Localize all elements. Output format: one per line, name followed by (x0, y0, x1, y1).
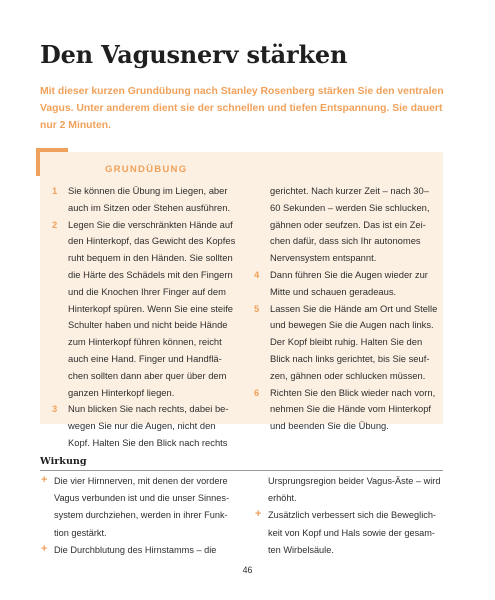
intro-line: Vagus. Unter anderem dient sie der schnellen und tiefen Entspannung. Sie dauert (40, 103, 443, 114)
effect-line (40, 473, 250, 490)
line-text: zum Hinterkopf führen können, reicht (68, 336, 222, 348)
line-text: Ursprungsregion beider Vagus-Äste – wird (268, 476, 441, 486)
effect-section-title: Wirkung (40, 456, 87, 467)
intro-paragraph (40, 83, 460, 134)
exercise-line (52, 233, 247, 250)
line-text: wegen Sie nur die Augen, nicht den (68, 420, 216, 432)
plus-bullet-icon: + (255, 508, 262, 521)
exercise-line (254, 301, 439, 318)
plus-bullet-icon: + (41, 542, 48, 555)
exercise-line (52, 250, 247, 267)
line-text: Lassen Sie die Hände am Ort und Stelle (270, 302, 438, 314)
exercise-line (52, 334, 247, 351)
exercise-line (52, 317, 247, 334)
line-text: Mitte und schauen geradeaus. (270, 285, 397, 297)
intro-line: nur 2 Minuten. (40, 120, 111, 131)
exercise-line (254, 217, 439, 234)
exercise-line (254, 368, 439, 385)
exercise-line (254, 183, 439, 200)
line-text: Schulter haben und nicht beide Hände (68, 319, 228, 331)
effect-line (254, 542, 454, 559)
exercise-line (254, 317, 439, 334)
line-text: Zusätzlich verbessert sich die Beweglich- (268, 510, 436, 521)
line-text: Die vier Hirnnerven, mit denen der vordere (54, 476, 228, 486)
effect-line (40, 525, 250, 542)
line-text: keit von Kopf und Hals sowie der gesam- (268, 527, 435, 538)
effect-column-right (254, 473, 454, 559)
line-text: Sie können die Übung im Liegen, aber (68, 185, 228, 196)
line-text: gerichtet. Nach kurzer Zeit – nach 30– (270, 185, 429, 196)
section-divider (40, 470, 443, 471)
line-text: Die Durchblutung des Hirnstamms – die (54, 544, 217, 555)
line-text: ten Wirbelsäule. (268, 544, 334, 555)
page-title: Den Vagusnerv stärken (40, 40, 348, 69)
line-text: ruht bequem in den Händen. Sie sollten (68, 252, 233, 264)
step-number: 1 (52, 185, 58, 196)
line-text: nehmen Sie die Hände vom Hinterkopf (270, 403, 432, 415)
exercise-line (254, 401, 439, 418)
line-text: Richten Sie den Blick wieder nach vorn, (270, 386, 436, 398)
effect-line (254, 490, 454, 507)
effect-line (40, 542, 250, 559)
exercise-line (52, 183, 247, 200)
step-number: 2 (52, 218, 58, 230)
exercise-line (52, 368, 247, 385)
line-text: Der Kopf bleibt ruhig. Halten Sie den (270, 336, 423, 348)
line-text: Kopf. Halten Sie den Blick nach rechts (68, 436, 228, 448)
step-number: 3 (52, 403, 58, 415)
line-text: auch eine Hand. Finger und Handflä- (68, 352, 222, 364)
line-text: Dann führen Sie die Augen wieder zur (270, 268, 428, 280)
step-number: 4 (254, 268, 260, 280)
intro-line: Mit dieser kurzen Grundübung nach Stanley Rosenberg stärken Sie den ventralen (40, 86, 444, 97)
line-text: Nun blicken Sie nach rechts, dabei be- (68, 403, 229, 415)
exercise-line (52, 217, 247, 234)
effect-line (254, 525, 454, 542)
exercise-line (254, 284, 439, 301)
line-text: und die Knochen Ihrer Finger auf dem (68, 285, 226, 297)
line-text: und bewegen Sie die Augen nach links. (270, 319, 434, 331)
line-text: Vagus verbunden ist und die unser Sinnes- (54, 493, 230, 504)
effect-line (254, 473, 454, 490)
step-number: 5 (254, 302, 260, 314)
line-text: chen dafür, dass sich Ihr autonomes (270, 235, 421, 247)
step-number: 6 (254, 386, 260, 398)
exercise-line (254, 267, 439, 284)
exercise-line (52, 267, 247, 284)
exercise-line (254, 418, 439, 435)
exercise-line (254, 385, 439, 402)
exercise-heading: GRUNDÜBUNG (105, 164, 188, 175)
line-text: chen sollten dann aber quer über dem (68, 369, 227, 381)
plus-bullet-icon: + (41, 474, 48, 486)
effect-column-left (40, 473, 250, 559)
exercise-column-left (52, 183, 247, 452)
line-text: und beenden Sie die Übung. (270, 420, 389, 432)
exercise-line (52, 385, 247, 402)
line-text: 60 Sekunden – werden Sie schlucken, (270, 201, 430, 213)
exercise-line (254, 351, 439, 368)
line-text: erhöht. (268, 493, 297, 504)
line-text: gähnen oder seufzen. Das ist ein Zei- (270, 218, 426, 230)
line-text: auch im Sitzen oder Stehen ausführen. (68, 201, 231, 213)
exercise-line (254, 233, 439, 250)
exercise-line (52, 284, 247, 301)
effect-line (40, 507, 250, 524)
exercise-line (254, 200, 439, 217)
exercise-line (254, 250, 439, 267)
line-text: system durchziehen, werden in ihrer Funk- (54, 510, 228, 521)
page-number: 46 (242, 565, 253, 575)
line-text: ganzen Hinterkopf liegen. (68, 386, 175, 398)
exercise-line (52, 301, 247, 318)
exercise-line (52, 200, 247, 217)
exercise-line (52, 401, 247, 418)
exercise-line (52, 418, 247, 435)
line-text: zen, gähnen oder schlucken müssen. (270, 369, 426, 381)
line-text: Nervensystem entspannt. (270, 252, 377, 264)
exercise-line (52, 351, 247, 368)
line-text: Blick nach links gerichtet, bis Sie seuf- (270, 352, 430, 364)
effect-line (40, 490, 250, 507)
line-text: den Hinterkopf, das Gewicht des Kopfes (68, 235, 236, 247)
corner-bracket-vertical (36, 148, 40, 176)
line-text: die Härte des Schädels mit den Fingern (68, 268, 233, 280)
effect-line (254, 507, 454, 524)
exercise-column-right (254, 183, 439, 435)
line-text: Hinterkopf spüren. Wenn Sie eine steife (68, 302, 234, 314)
line-text: Legen Sie die verschränkten Hände auf (68, 218, 233, 230)
corner-bracket-horizontal (36, 148, 68, 152)
line-text: tion gestärkt. (54, 527, 107, 538)
exercise-line (52, 435, 247, 452)
exercise-line (254, 334, 439, 351)
